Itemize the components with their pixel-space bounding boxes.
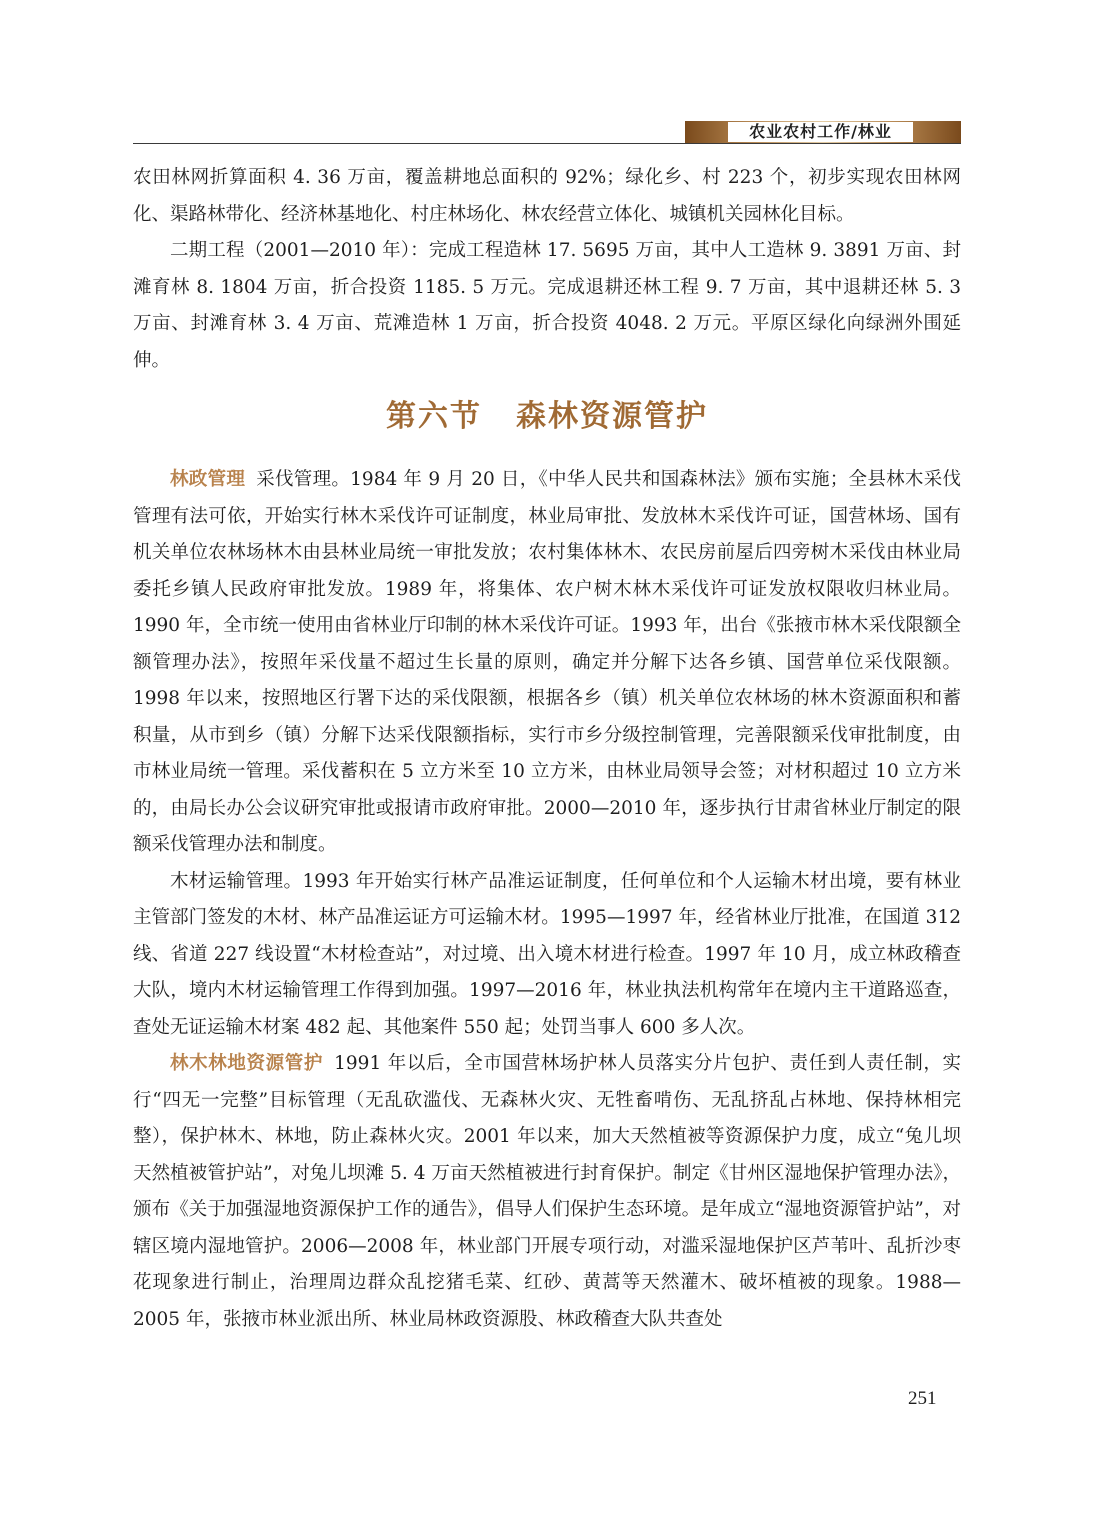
page-number: 251 <box>908 1388 937 1409</box>
paragraph-forestry-admin <box>133 462 961 864</box>
header-rule <box>133 143 961 145</box>
section-number: 第六节 <box>386 399 482 434</box>
paragraph-phase-two: 二期工程（2001—2010 年）：完成工程造林 17. 5695 万亩，其中人工造林 9. 3891 万亩、封滩育林 8. 1804 万亩，折合投资 1185. 5 万元。完成退耕还林工程 9. 7 万亩，其中退耕还林 5. 3 万亩、封滩育林 3. 4 万亩、荒滩造林 1 万亩，折合投资 4048. 2 万元。平原区绿化向绿洲外围延伸。 <box>133 240 961 371</box>
section-heading <box>133 392 961 442</box>
subhead-forestry-admin: 林政管理 <box>170 469 246 490</box>
paragraph-resource-protection-text: 1991 年以后，全市国营林场护林人员落实分片包护、责任到人责任制，实行“四无一完整”目标管理（无乱砍滥伐、无森林火灾、无牲畜啃伤、无乱挤乱占林地、保持林相完整），保护林木、林地，防止森林火灾。2001 年以来，加大天然植被等资源保护力度，成立“兔儿坝天然植被管护站”，对兔儿坝滩 5. 4 万亩天然植被进行封育保护。制定《甘州区湿地保护管理办法》，颁布《关于加强湿地资源保护工作的通告》，倡导人们保护生态环境。是年成立“湿地资源管护站”，对辖区境内湿地管护。2006—2008 年，林业部门开展专项行动，对滥采湿地保护区芦苇叶、乱折沙枣花现象进行制止，治理周边群众乱挖猪毛菜、红砂、黄蒿等天然灌木、破坏植被的现象。1988—2005 年，张掖市林业派出所、林业局林政资源股、林政稽查大队共查处 <box>133 1053 961 1330</box>
paragraph-continuation: 农田林网折算面积 4. 36 万亩，覆盖耕地总面积的 92%；绿化乡、村 223 个，初步实现农田林网化、渠路林带化、经济林基地化、村庄林场化、林农经营立体化、城镇机关园林化目标。 <box>133 167 961 225</box>
paragraph-logging-management: 采伐管理。1984 年 9 月 20 日，《中华人民共和国森林法》颁布实施；全县林木采伐管理有法可依，开始实行林木采伐许可证制度，林业局审批、发放林木采伐许可证，国营林场、国有机关单位农林场林木由县林业局统一审批发放；农村集体林木、农民房前屋后四旁树木采伐由林业局委托乡镇人民政府审批发放。1989 年，将集体、农户树木林木采伐许可证发放权限收归林业局。1990 年，全市统一使用由省林业厅印制的林木采伐许可证。1993 年，出台《张掖市林木采伐限额全额管理办法》，按照年采伐量不超过生长量的原则，确定并分解下达各乡镇、国营单位采伐限额。1998 年以来，按照地区行署下达的采伐限额，根据各乡（镇）机关单位农林场的林木资源面积和蓄积量，从市到乡（镇）分解下达采伐限额指标，实行市乡分级控制管理，完善限额采伐审批制度，由市林业局统一管理。采伐蓄积在 5 立方米至 10 立方米，由林业局领导会签；对材积超过 10 立方米的，由局长办公会议研究审批或报请市政府审批。2000—2010 年，逐步执行甘肃省林业厅制定的限额采伐管理办法和制度。 <box>133 469 961 855</box>
section-title: 森林资源管护 <box>516 399 708 434</box>
running-head-title: 农业农村工作/林业 <box>728 122 913 142</box>
body-text <box>133 160 961 1338</box>
paragraph-resource-protection <box>133 1046 961 1338</box>
running-head <box>133 120 961 144</box>
paragraph-timber-transport: 木材运输管理。1993 年开始实行林产品准运证制度，任何单位和个人运输木材出境，要有林业主管部门签发的木材、林产品准运证方可运输木材。1995—1997 年，经省林业厅批准，在国道 312 线、省道 227 线设置“木材检查站”，对过境、出入境木材进行检查。1997 年 10 月，成立林政稽查大队，境内木材运输管理工作得到加强。1997—2016 年，林业执法机构常年在境内主干道路巡查，查处无证运输木材案 482 起、其他案件 550 起；处罚当事人 600 多人次。 <box>133 870 961 1038</box>
subhead-resource-protection: 林木林地资源管护 <box>170 1053 324 1074</box>
